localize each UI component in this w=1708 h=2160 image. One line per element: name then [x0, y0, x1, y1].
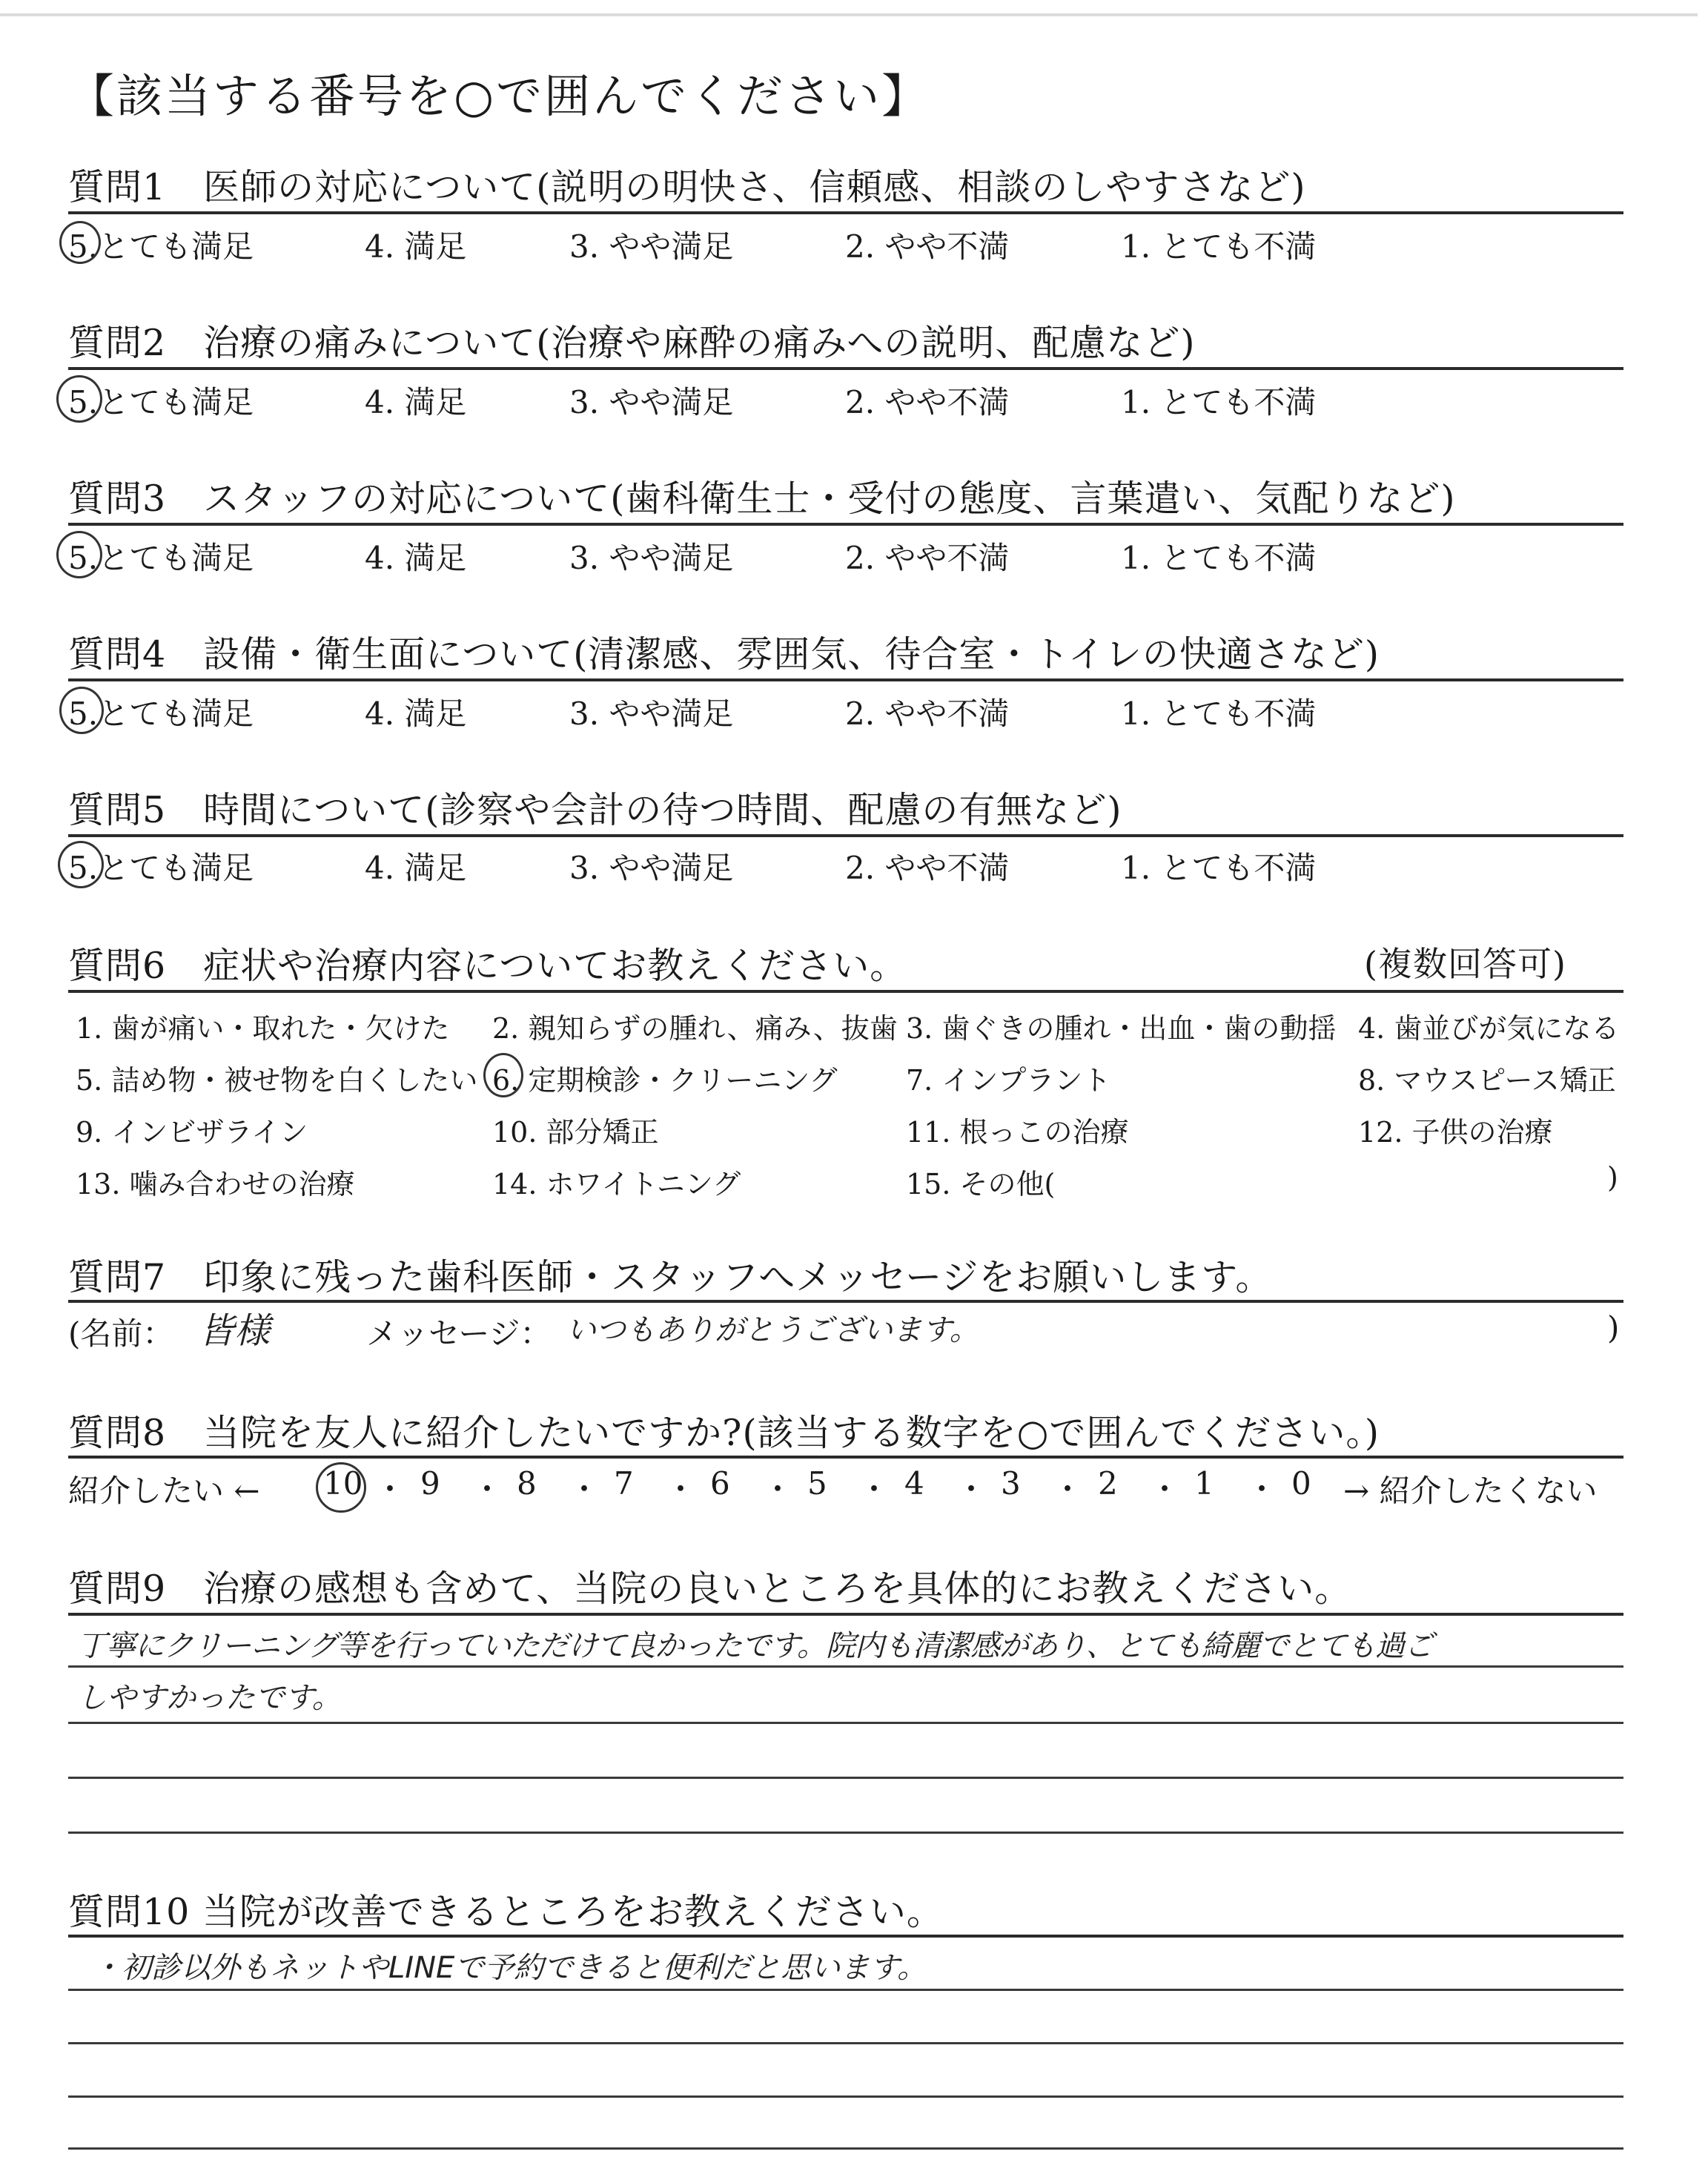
q3-option-4[interactable]: 4. 満足	[365, 540, 467, 576]
q3-rule	[68, 523, 1623, 526]
q6-option-1[interactable]: 1. 歯が痛い・取れた・欠けた	[76, 1012, 450, 1045]
q6-option-15[interactable]: 15. その他(	[906, 1168, 1056, 1200]
q8-scale-separator: ・	[1246, 1471, 1278, 1507]
q5-rule	[68, 834, 1623, 837]
q4-rule	[68, 678, 1623, 681]
q3-option-1[interactable]: 1. とても不満	[1121, 540, 1317, 576]
q8-scale-separator: ・	[762, 1471, 794, 1507]
q2-selected-circle	[56, 375, 102, 423]
form-heading: 【該当する番号を○で囲んでください】	[68, 69, 930, 123]
q6-selected-circle	[483, 1053, 523, 1097]
q8-scale-10[interactable]: 10	[323, 1465, 363, 1502]
q6-title: 質問6 症状や治療内容についてお教えください。	[68, 945, 907, 987]
q4-option-4[interactable]: 4. 満足	[365, 696, 467, 732]
q10-line-4	[68, 2147, 1623, 2150]
q9-answer-line-2[interactable]: しやすかったです。	[77, 1681, 342, 1715]
q3-option-2[interactable]: 2. やや不満	[845, 540, 1010, 576]
q6-multiple-note: (複数回答可)	[1364, 944, 1566, 984]
q7-name-label: (名前：	[68, 1315, 174, 1352]
q4-title: 質問4 設備・衛生面について(清潔感、雰囲気、待合室・トイレの快適さなど)	[68, 633, 1380, 676]
q6-option-10[interactable]: 10. 部分矯正	[492, 1116, 659, 1149]
q9-line-3	[68, 1777, 1623, 1779]
q5-option-1[interactable]: 1. とても不満	[1121, 850, 1317, 886]
q6-option-7[interactable]: 7. インプラント	[906, 1064, 1111, 1097]
q6-option-4[interactable]: 4. 歯並びが気になる	[1358, 1012, 1620, 1045]
q6-option-8[interactable]: 8. マウスピース矯正	[1358, 1064, 1616, 1097]
q8-scale-2[interactable]: 2	[1098, 1465, 1118, 1502]
q8-scale-separator: ・	[569, 1471, 600, 1507]
q1-option-4[interactable]: 4. 満足	[365, 228, 467, 265]
q4-option-1[interactable]: 1. とても不満	[1121, 696, 1317, 732]
q8-scale	[323, 1465, 1317, 1510]
q6-option-11[interactable]: 11. 根っこの治療	[906, 1116, 1129, 1149]
q2-option-5[interactable]: 5.とても満足	[68, 384, 254, 420]
q10-rule	[68, 1935, 1623, 1938]
q5-option-5[interactable]: 5.とても満足	[68, 850, 254, 886]
q8-scale-separator: ・	[1149, 1471, 1181, 1507]
q2-rule	[68, 367, 1623, 370]
q6-option-14[interactable]: 14. ホワイトニング	[492, 1168, 741, 1200]
q8-scale-6[interactable]: 6	[710, 1465, 730, 1502]
q6-option-12[interactable]: 12. 子供の治療	[1358, 1116, 1553, 1149]
q4-selected-circle	[59, 687, 104, 734]
q7-name-value[interactable]: 皆様	[199, 1310, 271, 1352]
q6-option-3[interactable]: 3. 歯ぐきの腫れ・出血・歯の動揺	[906, 1012, 1337, 1045]
q2-option-2[interactable]: 2. やや不満	[845, 384, 1010, 420]
q8-scale-separator: ・	[471, 1471, 503, 1507]
q5-title: 質問5 時間について(診察や会計の待つ時間、配慮の有無など)	[68, 789, 1122, 831]
q10-title: 質問10 当院が改善できるところをお教えください。	[68, 1891, 944, 1933]
q8-scale-separator: ・	[956, 1471, 987, 1507]
q8-scale-5[interactable]: 5	[807, 1465, 827, 1502]
scan-top-edge	[0, 13, 1698, 16]
q6-option-15-close: )	[1607, 1161, 1618, 1194]
q8-scale-9[interactable]: 9	[420, 1465, 440, 1502]
q8-scale-3[interactable]: 3	[1001, 1465, 1021, 1502]
q1-option-2[interactable]: 2. やや不満	[845, 228, 1010, 265]
q4-option-3[interactable]: 3. やや満足	[569, 696, 734, 732]
q6-option-13[interactable]: 13. 噛み合わせの治療	[76, 1168, 355, 1200]
q8-left-label: 紹介したい ←	[68, 1473, 260, 1509]
q8-scale-7[interactable]: 7	[614, 1465, 634, 1502]
q6-option-9[interactable]: 9. インビザライン	[76, 1116, 308, 1149]
q8-scale-separator: ・	[665, 1471, 697, 1507]
q3-selected-circle	[56, 531, 102, 578]
q1-rule	[68, 211, 1623, 214]
q7-title: 質問7 印象に残った歯科医師・スタッフへメッセージをお願いします。	[68, 1256, 1273, 1298]
q7-close-paren: )	[1607, 1309, 1620, 1346]
q2-option-4[interactable]: 4. 満足	[365, 384, 467, 420]
q2-option-3[interactable]: 3. やや満足	[569, 384, 734, 420]
q9-line-1	[68, 1665, 1623, 1668]
q3-title: 質問3 スタッフの対応について(歯科衛生士・受付の態度、言葉遣い、気配りなど)	[68, 478, 1456, 520]
q2-option-1[interactable]: 1. とても不満	[1121, 384, 1317, 420]
q9-answer-line-1[interactable]: 丁寧にクリーニング等を行っていただけて良かったです。院内も清潔感があり、とても綺麗でとても過ご	[77, 1629, 1433, 1663]
q6-rule	[68, 990, 1623, 993]
q8-scale-separator: ・	[858, 1471, 890, 1507]
q7-message-value[interactable]: いつもありがとうございます。	[566, 1313, 979, 1347]
q8-scale-0[interactable]: 0	[1291, 1465, 1311, 1502]
q3-option-3[interactable]: 3. やや満足	[569, 540, 734, 576]
q8-scale-1[interactable]: 1	[1194, 1465, 1214, 1502]
q5-option-4[interactable]: 4. 満足	[365, 850, 467, 886]
q10-answer-line-1[interactable]: ・初診以外もネットやLINEで予約できると便利だと思います。	[92, 1951, 927, 1985]
q10-line-1	[68, 1989, 1623, 1991]
q6-option-6[interactable]: 6. 定期検診・クリーニング	[492, 1064, 838, 1097]
q2-title: 質問2 治療の痛みについて(治療や麻酔の痛みへの説明、配慮など)	[68, 322, 1196, 364]
q5-selected-circle	[58, 841, 104, 888]
q8-rule	[68, 1456, 1623, 1459]
q1-title: 質問1 医師の対応について(説明の明快さ、信頼感、相談のしやすさなど)	[68, 166, 1306, 208]
q9-line-4	[68, 1832, 1623, 1834]
q8-scale-4[interactable]: 4	[904, 1465, 924, 1502]
q8-right-label: → 紹介したくない	[1343, 1473, 1598, 1509]
q1-option-1[interactable]: 1. とても不満	[1121, 228, 1317, 265]
q6-option-2[interactable]: 2. 親知らずの腫れ、痛み、抜歯	[492, 1012, 898, 1045]
q1-option-5[interactable]: 5.とても満足	[68, 228, 254, 265]
q7-rule	[68, 1300, 1623, 1303]
q8-scale-separator: ・	[374, 1471, 406, 1507]
q1-selected-circle	[59, 221, 101, 264]
q5-option-3[interactable]: 3. やや満足	[569, 850, 734, 886]
q10-line-3	[68, 2095, 1623, 2098]
q4-option-2[interactable]: 2. やや不満	[845, 696, 1010, 732]
q8-selected-circle	[316, 1462, 366, 1513]
q8-scale-separator: ・	[1052, 1471, 1084, 1507]
q10-line-2	[68, 2042, 1623, 2044]
q5-option-2[interactable]: 2. やや不満	[845, 850, 1010, 886]
q8-title: 質問8 当院を友人に紹介したいですか?(該当する数字を○で囲んでください。)	[68, 1412, 1380, 1454]
q9-rule	[68, 1613, 1623, 1616]
q1-option-3[interactable]: 3. やや満足	[569, 228, 734, 265]
q4-option-5[interactable]: 5.とても満足	[68, 696, 254, 732]
q9-title: 質問9 治療の感想も含めて、当院の良いところを具体的にお教えください。	[68, 1568, 1352, 1610]
q9-line-2	[68, 1722, 1623, 1724]
q6-option-5[interactable]: 5. 詰め物・被せ物を白くしたい	[76, 1064, 478, 1097]
q8-scale-8[interactable]: 8	[517, 1465, 537, 1502]
q7-message-label: メッセージ：	[366, 1315, 552, 1352]
q3-option-5[interactable]: 5.とても満足	[68, 540, 254, 576]
